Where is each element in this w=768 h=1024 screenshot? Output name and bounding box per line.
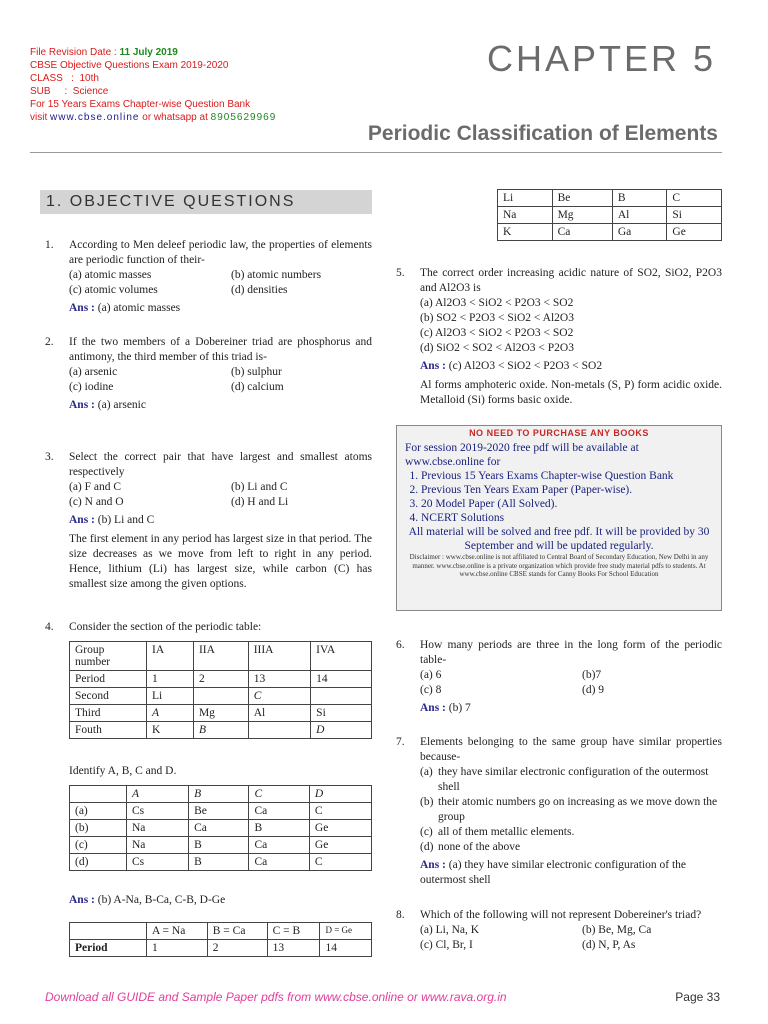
question-6: 6. How many periods are three in the long form of the periodic table- (a) 6 (b)7 (c) 8 (d) 9 Ans : (b) 7	[396, 639, 722, 714]
answer-7: Ans : (a) they have similar electronic configuration of the outermost shell	[420, 859, 687, 886]
chapter-title: CHAPTER 5	[486, 38, 716, 79]
question-4: 4. Consider the section of the periodic table:	[45, 621, 262, 633]
page-number: Page 33	[675, 990, 720, 1004]
answer-5: Ans : (c) Al2O3 < SiO2 < P2O3 < SO2	[420, 360, 603, 372]
promo-heading: NO NEED TO PURCHASE ANY BOOKS	[469, 428, 649, 438]
class-line: CLASS : 10th	[30, 73, 99, 84]
periodic-section-table: Group number IA IIA IIIA IVA Period 1 2 13 14 Second Li C Third A Mg Al Si Fouth K B D	[69, 641, 372, 739]
answer-2: Ans : (a) arsenic	[69, 399, 146, 411]
options-table: A B C D (a) Cs Be Ca C (b) Na Ca B Ge (c) Na B Ca Ge (d) Cs B Ca C	[69, 785, 372, 871]
header-info	[30, 46, 390, 124]
question-5: 5. The correct order increasing acidic nature of SO2, SiO2, P2O3 and Al2O3 is (a) Al2O3 < SiO2 < P2O3 < SO2 (b) SO2 < P2O3 < SiO2 < Al2O3 (c) Al2O3 < SiO2 < P2O3 < SO2 (d) SiO2 < SO2 < Al2O3 < P2O3 Ans : (c) Al2O3 < SiO2 < P2O3 < SO2 Al forms amphoteric oxide. Non-metals (S, P) form acidic oxide. Metalloid (Si) forms basic oxide.	[396, 267, 722, 406]
answer-6: Ans : (b) 7	[420, 702, 471, 714]
disclaimer: Disclaimer : www.cbse.online is not affiliated to Central Board of Secondary Education, New Delhi in any manner. www.cbse.online is a private organization which provide free study material pdfs to students. At www.cbse.online CBSE stands for Canny Books For School Education	[409, 553, 709, 578]
revision-line: File Revision Date : 11 July 2019	[30, 47, 178, 58]
answer-4: Ans : (b) A-Na, B-Ca, C-B, D-Ge	[69, 894, 226, 906]
question-2: 2. If the two members of a Dobereiner triad are phosphorus and antimony, the third member of this triad is- (a) arsenic (b) sulphur (c) iodine (d) calcium Ans : (a) arsenic	[45, 336, 372, 411]
title-rule	[30, 152, 722, 153]
page-title: Periodic Classification of Elements	[367, 122, 718, 145]
answer-table: A = Na B = Ca C = B D = Ge Period 1 2 13 14	[69, 922, 372, 957]
question-8: 8. Which of the following will not represent Dobereiner's triad? (a) Li, Na, K (b) Be, Mg, Ca (c) Cl, Br, I (d) N, P, As	[396, 909, 702, 951]
promo-box	[396, 425, 722, 611]
explanation-3: The first element in any period has largest size in that period. The size decreases as we move from left to right in any period. Hence, lithium (Li) has largest size, while carbon (C) has smallest size among the given options.	[69, 533, 372, 590]
explanation-5: Al forms amphoteric oxide. Non-metals (S, P) form acidic oxide. Metalloid (Si) forms basic oxide.	[420, 379, 722, 406]
footer-download-link[interactable]: Download all GUIDE and Sample Paper pdfs from www.cbse.online or www.rava.org.in	[45, 990, 507, 1004]
subject-line: SUB : Science	[30, 86, 109, 97]
answer-3: Ans : (b) Li and C	[69, 514, 155, 526]
question-3: 3. Select the correct pair that have largest and smallest atoms respectively (a) F and C (b) Li and C (c) N and O (d) H and Li Ans : (b) Li and C The first element in any period has largest size in that period. The size decreases as we move from left to right in any period. Hence, lithium (Li) has largest size, while carbon (C) has smallest size among the given options.	[45, 451, 372, 590]
elements-table: Li Be B C Na Mg Al Si K Ca Ga Ge	[497, 189, 722, 241]
section-heading: 1. OBJECTIVE QUESTIONS	[40, 190, 372, 214]
phone-number: 8905629969	[210, 112, 277, 123]
promo-text: For session 2019-2020 free pdf will be available at www.cbse.online for 1. Previous 15 Years Exams Chapter-wise Question Bank 2. Previous Ten Years Exam Paper (Paper-wise). 3. 20 Model Paper (All Solved). 4. NCERT Solutions All material will be solved and free pdf. It will be provided by 30 September and will be updated regularly.	[397, 441, 721, 553]
question-7: 7. Elements belonging to the same group have similar properties because- (a) they have similar electronic configuration of the outermost shell (b) their atomic numbers go on increasing as we move down the group (c) all of them metallic elements. (d) none of the above Ans : (a) they have similar electronic configuration of the outermost shell	[396, 736, 722, 886]
site-link[interactable]: www.cbse.online	[50, 112, 140, 123]
visit-line: visit www.cbse.online or whatsapp at 8905629969	[30, 112, 277, 123]
answer-1: Ans : (a) atomic masses	[69, 302, 181, 314]
exam-line: CBSE Objective Questions Exam 2019-2020	[30, 60, 229, 71]
question-bank-line: For 15 Years Exams Chapter-wise Question Bank	[30, 99, 251, 110]
question-1: 1. According to Men deleef periodic law, the properties of elements are periodic function of their- (a) atomic masses (b) atomic numbers (c) atomic volumes (d) densities Ans : (a) atomic masses	[45, 239, 372, 314]
identify-text: Identify A, B, C and D.	[69, 765, 177, 777]
